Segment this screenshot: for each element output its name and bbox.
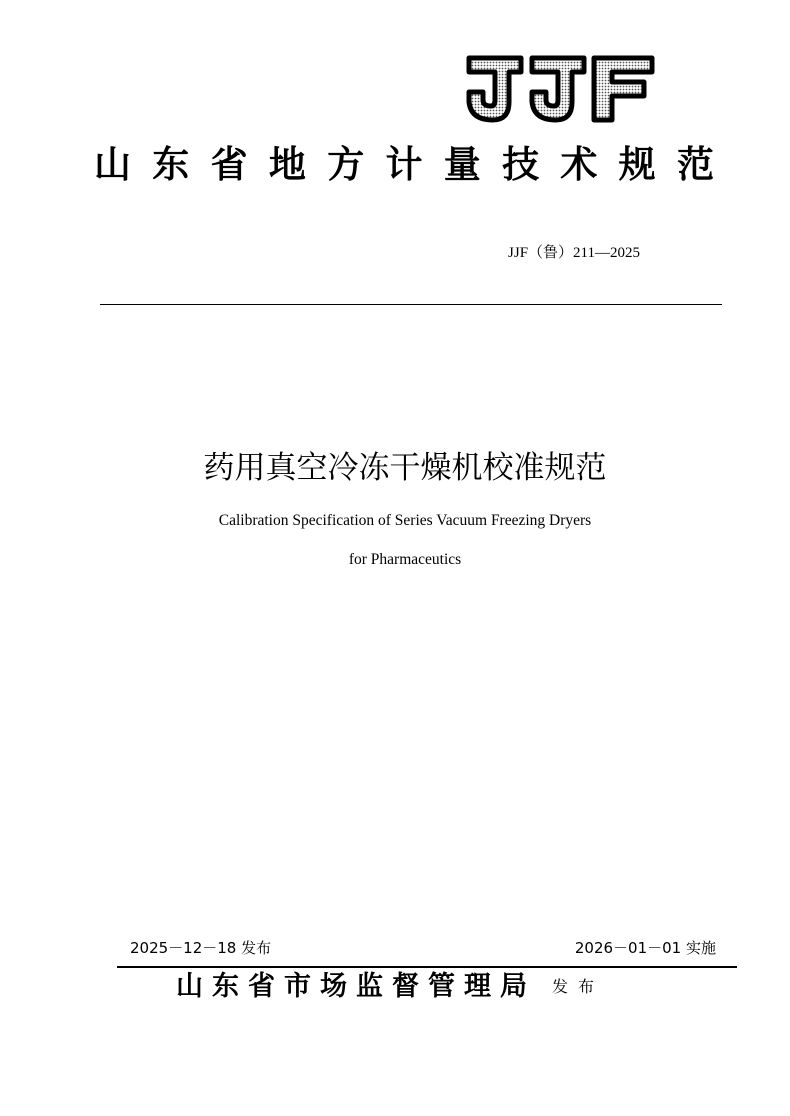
title-char: 方 <box>327 142 365 186</box>
title-char: 术 <box>560 142 598 186</box>
title-char: 计 <box>385 142 423 186</box>
divider <box>117 966 737 968</box>
publisher-line <box>176 970 604 1004</box>
divider <box>100 304 722 305</box>
publisher-name: 山东省市场监督管理局 <box>176 971 536 1002</box>
title-char: 规 <box>618 142 656 186</box>
title-char: 量 <box>443 142 481 186</box>
issue-date: 2025－12－18 发布 <box>130 939 272 957</box>
title-char: 山 <box>94 142 131 186</box>
title-char: 省 <box>210 142 248 186</box>
publish-label: 发布 <box>552 977 605 996</box>
title-char: 地 <box>268 142 306 186</box>
specification-title-english-line1: Calibration Specification of Series Vacuum Freezing Dryers <box>218 512 592 529</box>
jjf-logo <box>462 54 656 124</box>
regulation-category-title <box>94 140 714 188</box>
standard-number: JJF（鲁）211—2025 <box>508 245 640 261</box>
title-char: 范 <box>676 142 714 186</box>
effective-date: 2026－01－01 实施 <box>574 939 716 957</box>
specification-title-chinese: 药用真空冷冻干燥机校准规范 <box>203 450 607 486</box>
title-char: 技 <box>502 142 540 186</box>
specification-title-english-line2: for Pharmaceutics <box>348 551 462 568</box>
title-char: 东 <box>152 142 190 186</box>
